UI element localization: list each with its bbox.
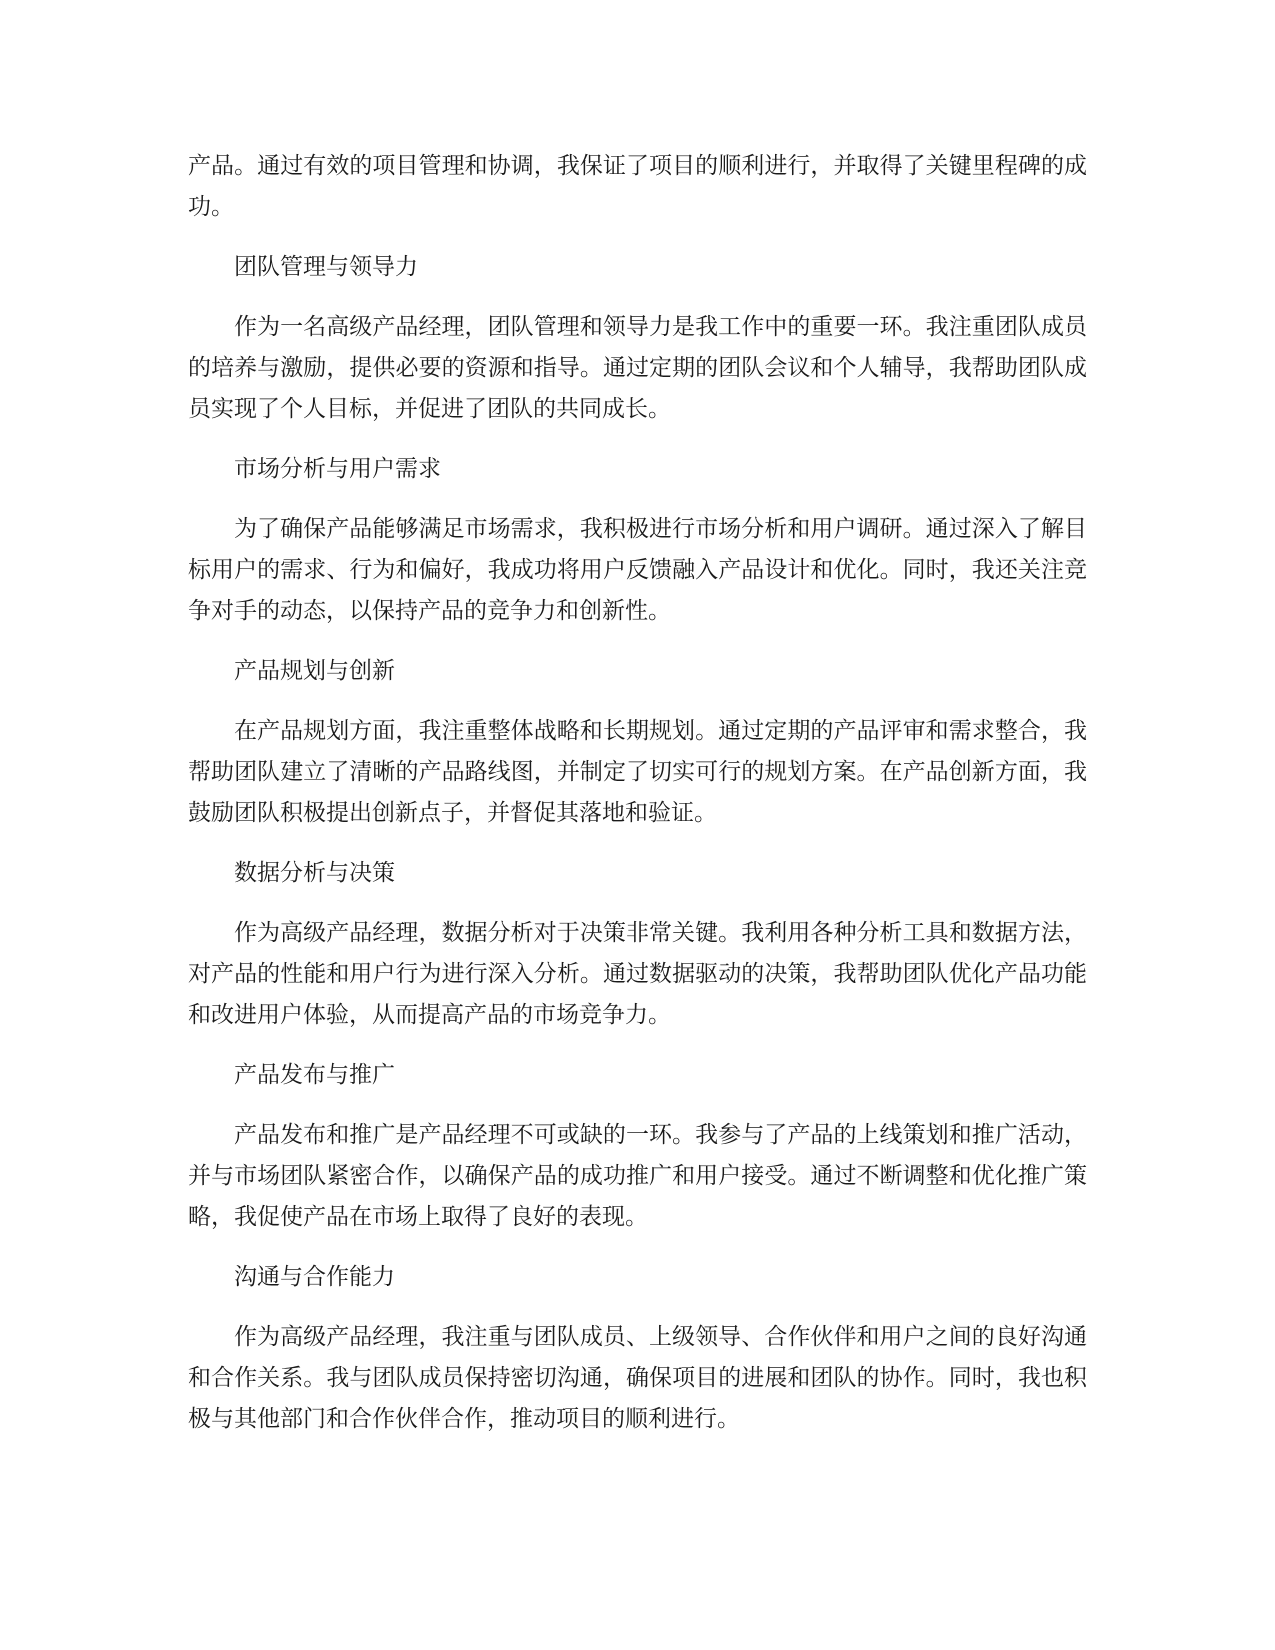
section-market-analysis: [188, 449, 1087, 632]
section-body: 作为高级产品经理，数据分析对于决策非常关键。我利用各种分析工具和数据方法，对产品的性能和用户行为进行深入分析。通过数据驱动的决策，我帮助团队优化产品功能和改进用户体验，从而提高产品的市场竞争力。: [188, 920, 1087, 1028]
section-heading: 产品规划与创新: [234, 658, 395, 684]
section-body: 作为高级产品经理，我注重与团队成员、上级领导、合作伙伴和用户之间的良好沟通和合作关系。我与团队成员保持密切沟通，确保项目的进展和团队的协作。同时，我也积极与其他部门和合作伙伴合作，推动项目的顺利进行。: [188, 1324, 1087, 1432]
section-heading: 产品发布与推广: [234, 1062, 395, 1088]
section-product-planning: [188, 651, 1087, 834]
section-body: 为了确保产品能够满足市场需求，我积极进行市场分析和用户调研。通过深入了解目标用户的需求、行为和偏好，我成功将用户反馈融入产品设计和优化。同时，我还关注竞争对手的动态，以保持产品的竞争力和创新性。: [188, 516, 1087, 624]
section-body: 产品发布和推广是产品经理不可或缺的一环。我参与了产品的上线策划和推广活动，并与市场团队紧密合作，以确保产品的成功推广和用户接受。通过不断调整和优化推广策略，我促使产品在市场上取得了良好的表现。: [188, 1122, 1087, 1230]
continuation-paragraph: 产品。通过有效的项目管理和协调，我保证了项目的顺利进行，并取得了关键里程碑的成功。: [188, 153, 1087, 220]
section-heading: 数据分析与决策: [234, 860, 395, 886]
section-team-management: [188, 247, 1087, 430]
section-heading: 沟通与合作能力: [234, 1264, 395, 1290]
section-body: 在产品规划方面，我注重整体战略和长期规划。通过定期的产品评审和需求整合，我帮助团队建立了清晰的产品路线图，并制定了切实可行的规划方案。在产品创新方面，我鼓励团队积极提出创新点子，并督促其落地和验证。: [188, 718, 1087, 826]
section-heading: 市场分析与用户需求: [234, 456, 441, 482]
section-product-launch: [188, 1055, 1087, 1238]
section-body: 作为一名高级产品经理，团队管理和领导力是我工作中的重要一环。我注重团队成员的培养与激励，提供必要的资源和指导。通过定期的团队会议和个人辅导，我帮助团队成员实现了个人目标，并促进了团队的共同成长。: [188, 314, 1087, 422]
section-communication: [188, 1257, 1087, 1440]
section-data-analysis: [188, 853, 1087, 1036]
section-heading: 团队管理与领导力: [234, 254, 418, 280]
